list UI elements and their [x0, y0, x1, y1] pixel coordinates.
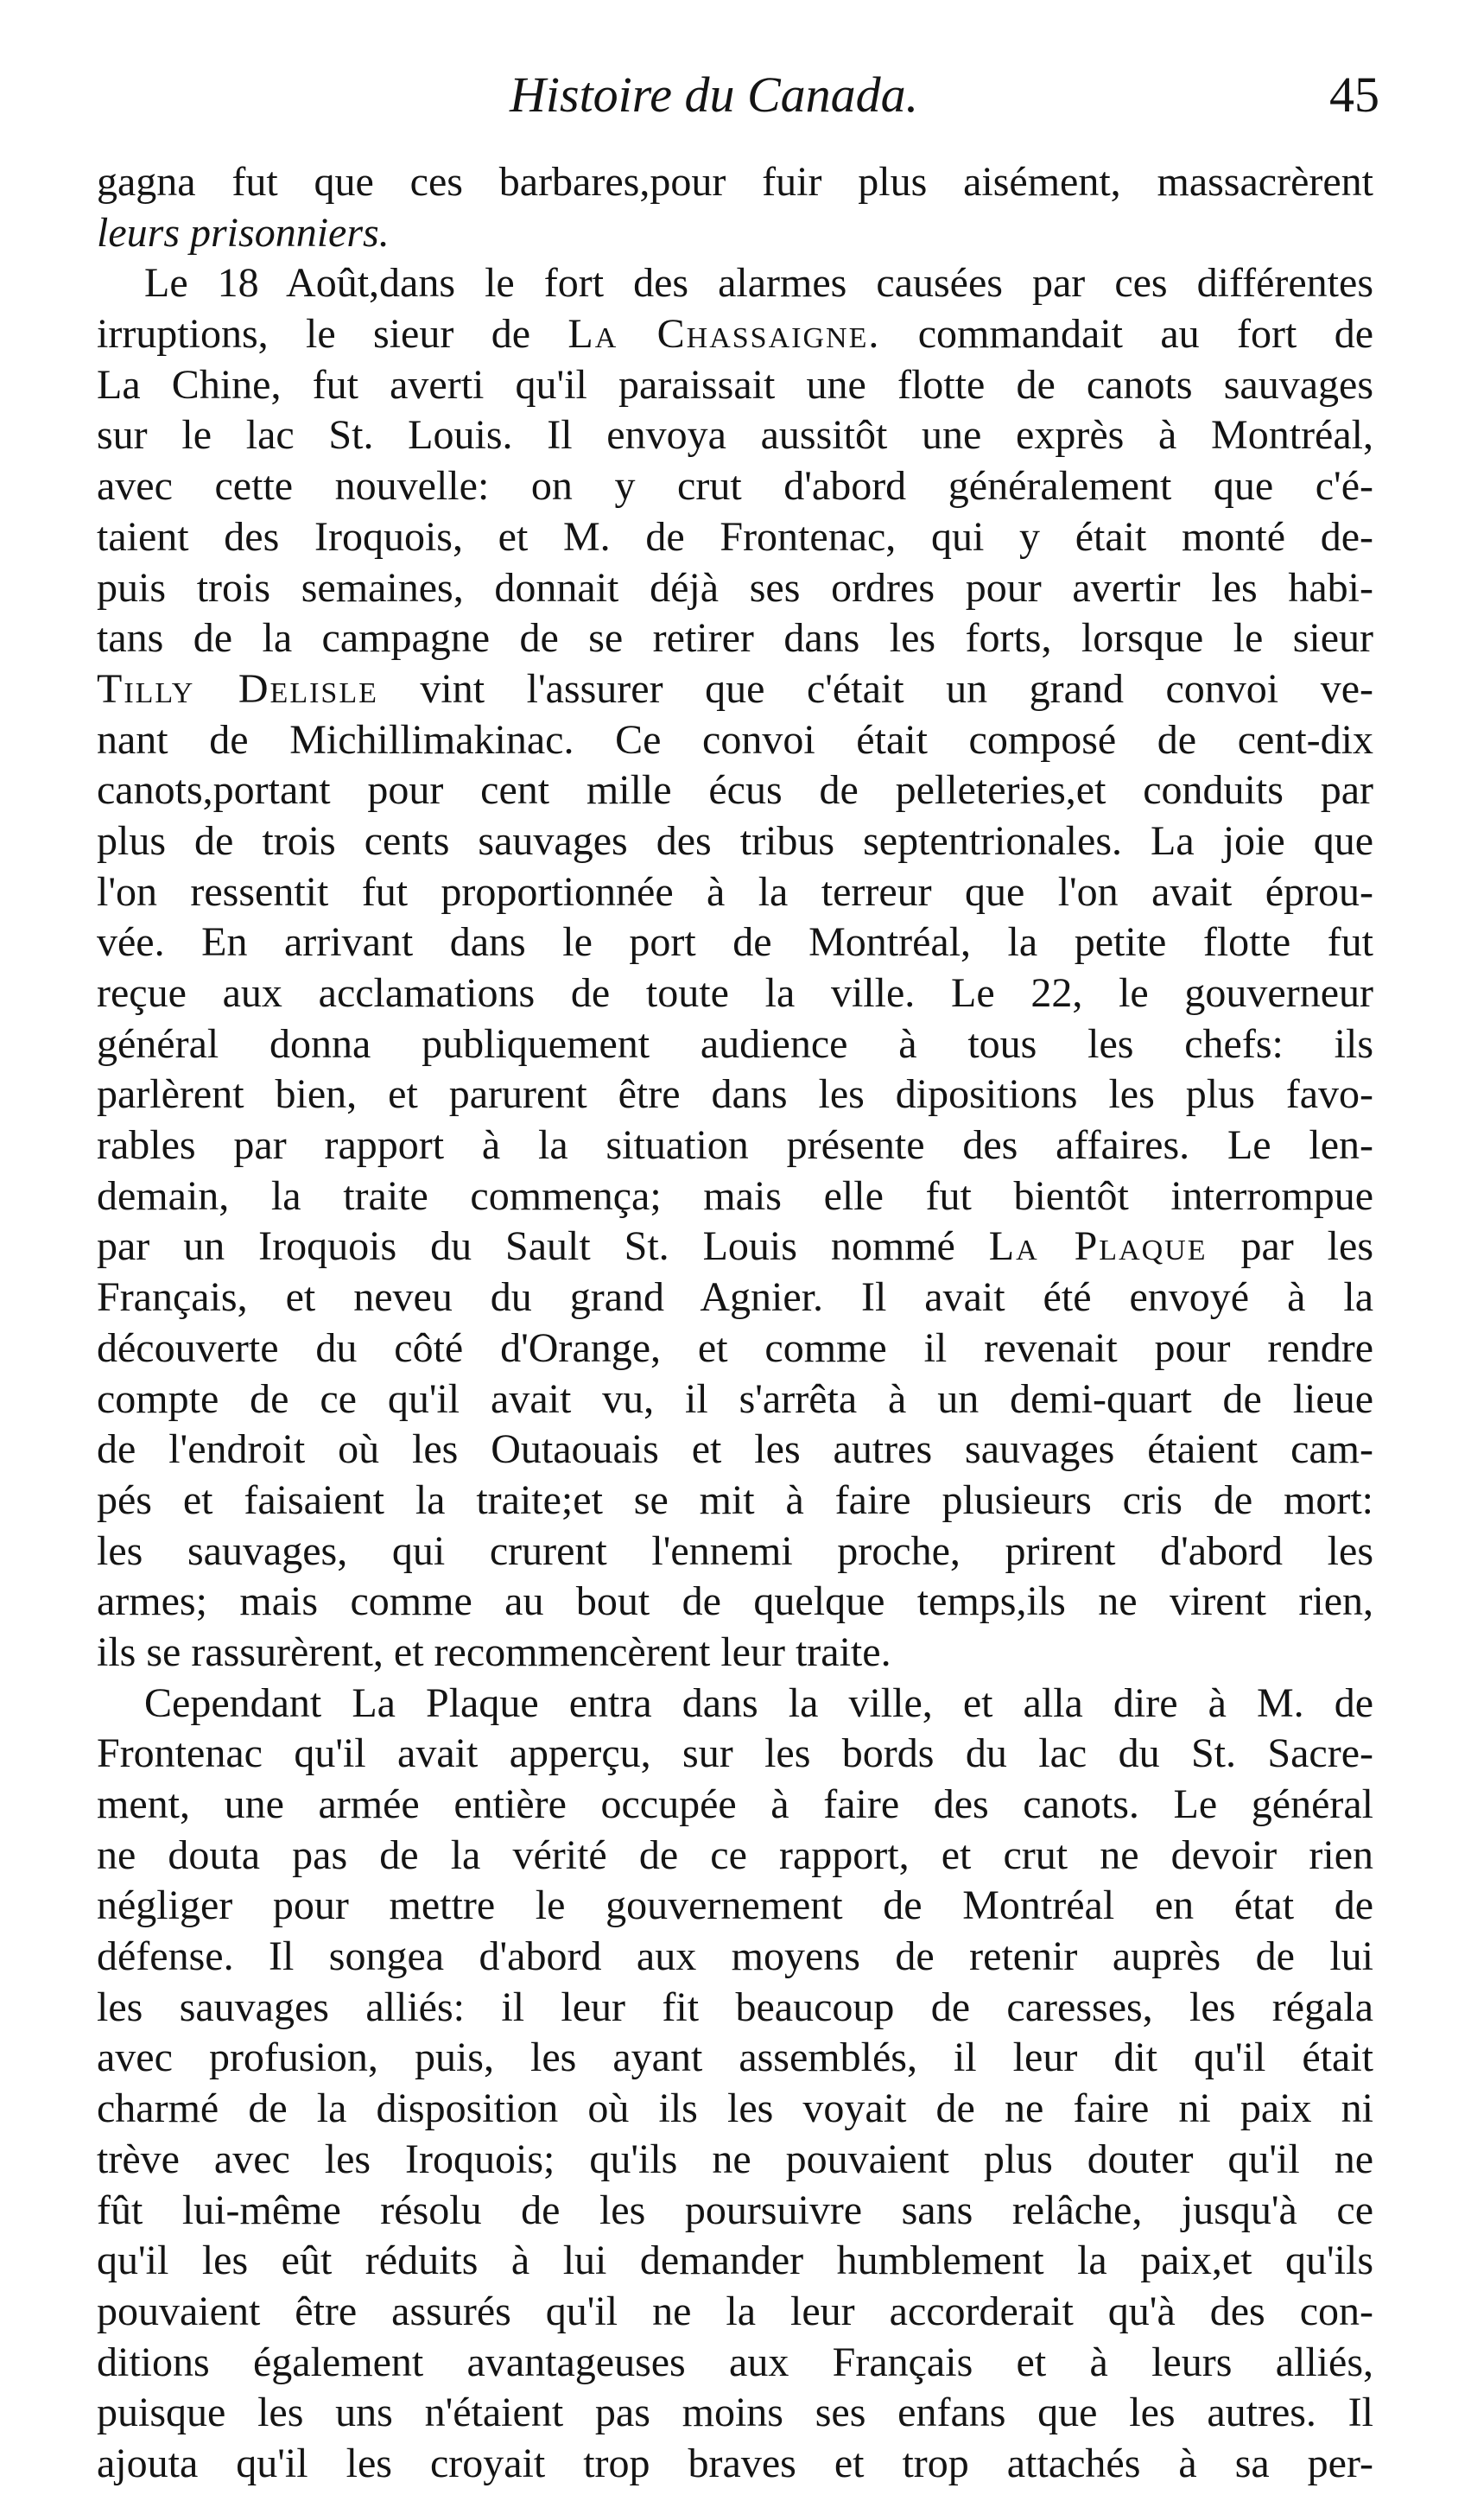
text-line: [97, 1679, 1373, 1730]
text-line: [97, 2084, 1373, 2135]
text-line: [97, 664, 1373, 715]
text-line: [97, 157, 1373, 208]
text-line: [97, 1171, 1373, 1222]
line-text: reçue aux acclamations de toute la ville. Le 22, le gouverneur: [97, 970, 1373, 1016]
text-line: [97, 512, 1373, 563]
line-text-italic: leurs prisonniers.: [97, 209, 390, 256]
text-line: [97, 613, 1373, 664]
line-text: nant de Michillimakinac. Ce convoi était composé de cent-dix: [97, 716, 1373, 763]
line-text: pés et faisaient la traite;et se mit à faire plusieurs cris de mort:: [97, 1476, 1373, 1523]
running-head: [0, 60, 1471, 130]
line-text: vint l'assurer que c'était un grand convoi ve-: [377, 665, 1373, 712]
line-text: armes; mais comme au bout de quelque temps,ils ne virent rien,: [97, 1578, 1373, 1625]
line-text: l'on ressentit fut proportionnée à la terreur que l'on avait éprou-: [97, 868, 1373, 915]
text-line: [97, 968, 1373, 1019]
text-line: [97, 309, 1373, 360]
line-text: qu'il les eût réduits à lui demander humblement la paix,et qu'ils: [97, 2238, 1373, 2284]
line-text: ne douta pas de la vérité de ce rapport, et crut ne devoir rien: [97, 1831, 1373, 1878]
text-line: [97, 1780, 1373, 1831]
line-text: compte de ce qu'il avait vu, il s'arrêta à un demi-quart de lieue: [97, 1375, 1373, 1422]
text-line: [97, 1374, 1373, 1425]
line-text: gagna fut que ces barbares,pour fuir plus aisément, massacrèrent: [97, 159, 1373, 205]
line-text: ils se rassurèrent, et recommencèrent leur traite.: [97, 1628, 891, 1675]
body-text: [97, 157, 1373, 2490]
text-line: [97, 208, 1373, 259]
page-number: 45: [1329, 67, 1379, 123]
line-text: commandait au fort de: [880, 311, 1373, 358]
text-line: [97, 360, 1373, 411]
text-line: [97, 2439, 1373, 2490]
text-line: [97, 2338, 1373, 2389]
text-line: [97, 1476, 1373, 1527]
line-text: Cependant La Plaque entra dans la ville, et alla dire à M. de: [144, 1679, 1373, 1726]
line-text: trève avec les Iroquois; qu'ils ne pouvaient plus douter qu'il ne: [97, 2136, 1373, 2182]
text-line: [97, 1983, 1373, 2034]
text-line: [97, 1527, 1373, 1577]
line-text: de l'endroit où les Outaouais et les autres sauvages étaient cam-: [97, 1426, 1373, 1473]
line-text: vée. En arrivant dans le port de Montréal, la petite flotte fut: [97, 919, 1373, 966]
text-line: [97, 1628, 1373, 1679]
proper-name-small-caps: La Chassaigne.: [567, 311, 881, 358]
text-line: [97, 1222, 1373, 1273]
text-line: [97, 563, 1373, 614]
text-line: [97, 1273, 1373, 1323]
line-text: fût lui-même résolu de les poursuivre sans relâche, jusqu'à ce: [97, 2187, 1373, 2233]
running-title: Histoire du Canada.: [510, 67, 919, 123]
text-line: [97, 2135, 1373, 2186]
text-line: [97, 461, 1373, 512]
proper-name-small-caps: La Plaque: [988, 1223, 1208, 1270]
text-line: [97, 1881, 1373, 1932]
line-text: taient des Iroquois, et M. de Frontenac, qui y était monté de-: [97, 513, 1373, 560]
line-text: plus de trois cents sauvages des tribus septentrionales. La joie que: [97, 817, 1373, 864]
line-text: sur le lac St. Louis. Il envoya aussitôt une exprès à Montréal,: [97, 412, 1373, 459]
text-line: [97, 917, 1373, 968]
line-text: rables par rapport à la situation présente des affaires. Le len-: [97, 1122, 1373, 1169]
line-text: avec profusion, puis, les ayant assemblés, il leur dit qu'il était: [97, 2034, 1373, 2081]
text-line: [97, 816, 1373, 867]
text-line: [97, 410, 1373, 461]
text-line: [97, 1932, 1373, 1983]
line-text: canots,portant pour cent mille écus de pelleteries,et conduits par: [97, 767, 1373, 814]
text-line: [97, 1323, 1373, 1374]
text-line: [97, 1019, 1373, 1070]
line-text: par un Iroquois du Sault St. Louis nommé: [97, 1223, 989, 1270]
line-text: puis trois semaines, donnait déjà ses ordres pour avertir les habi-: [97, 564, 1373, 611]
line-text: pouvaient être assurés qu'il ne la leur accorderait qu'à des con-: [97, 2288, 1373, 2334]
line-text: négliger pour mettre le gouvernement de Montréal en état de: [97, 1882, 1373, 1929]
line-text: défense. Il songea d'abord aux moyens de retenir auprès de lui: [97, 1933, 1373, 1980]
line-text: ajouta qu'il les croyait trop braves et trop attachés à sa per-: [97, 2440, 1373, 2486]
line-text: La Chine, fut averti qu'il paraissait une flotte de canots sauvages: [97, 361, 1373, 408]
line-text: tans de la campagne de se retirer dans les forts, lorsque le sieur: [97, 615, 1373, 662]
line-text: parlèrent bien, et parurent être dans les dipositions les plus favo-: [97, 1071, 1373, 1118]
line-text: Français, et neveu du grand Agnier. Il avait été envoyé à la: [97, 1274, 1373, 1321]
line-text: Le 18 Août,dans le fort des alarmes causées par ces différentes: [144, 260, 1373, 307]
text-line: [97, 715, 1373, 766]
text-line: [97, 258, 1373, 309]
text-line: [97, 765, 1373, 816]
line-text: les sauvages alliés: il leur fit beaucoup de caresses, les régala: [97, 1984, 1373, 2030]
text-line: [97, 1425, 1373, 1476]
proper-name-small-caps: Tilly Delisle: [97, 665, 378, 712]
line-text: Frontenac qu'il avait apperçu, sur les bords du lac du St. Sacre-: [97, 1730, 1373, 1777]
text-line: [97, 867, 1373, 918]
line-text: les sauvages, qui crurent l'ennemi proche, prirent d'abord les: [97, 1527, 1373, 1574]
line-text: puisque les uns n'étaient pas moins ses enfans que les autres. Il: [97, 2390, 1373, 2436]
text-line: [97, 1729, 1373, 1780]
line-text: par les: [1207, 1223, 1373, 1270]
text-line: [97, 1831, 1373, 1882]
text-line: [97, 1070, 1373, 1120]
text-line: [97, 1120, 1373, 1171]
text-line: [97, 2033, 1373, 2084]
text-line: [97, 2236, 1373, 2287]
line-text: ditions également avantageuses aux Français et à leurs alliés,: [97, 2339, 1373, 2385]
text-line: [97, 2388, 1373, 2439]
line-text: irruptions, le sieur de: [97, 311, 568, 358]
line-text: général donna publiquement audience à tous les chefs: ils: [97, 1020, 1373, 1067]
line-text: demain, la traite commença; mais elle fut bientôt interrompue: [97, 1172, 1373, 1219]
line-text: avec cette nouvelle: on y crut d'abord généralement que c'é-: [97, 463, 1373, 510]
text-line: [97, 1577, 1373, 1628]
line-text: découverte du côté d'Orange, et comme il revenait pour rendre: [97, 1324, 1373, 1371]
text-line: [97, 2287, 1373, 2338]
line-text: ment, une armée entière occupée à faire des canots. Le général: [97, 1781, 1373, 1827]
text-line: [97, 2186, 1373, 2237]
line-text: charmé de la disposition où ils les voyait de ne faire ni paix ni: [97, 2085, 1373, 2132]
